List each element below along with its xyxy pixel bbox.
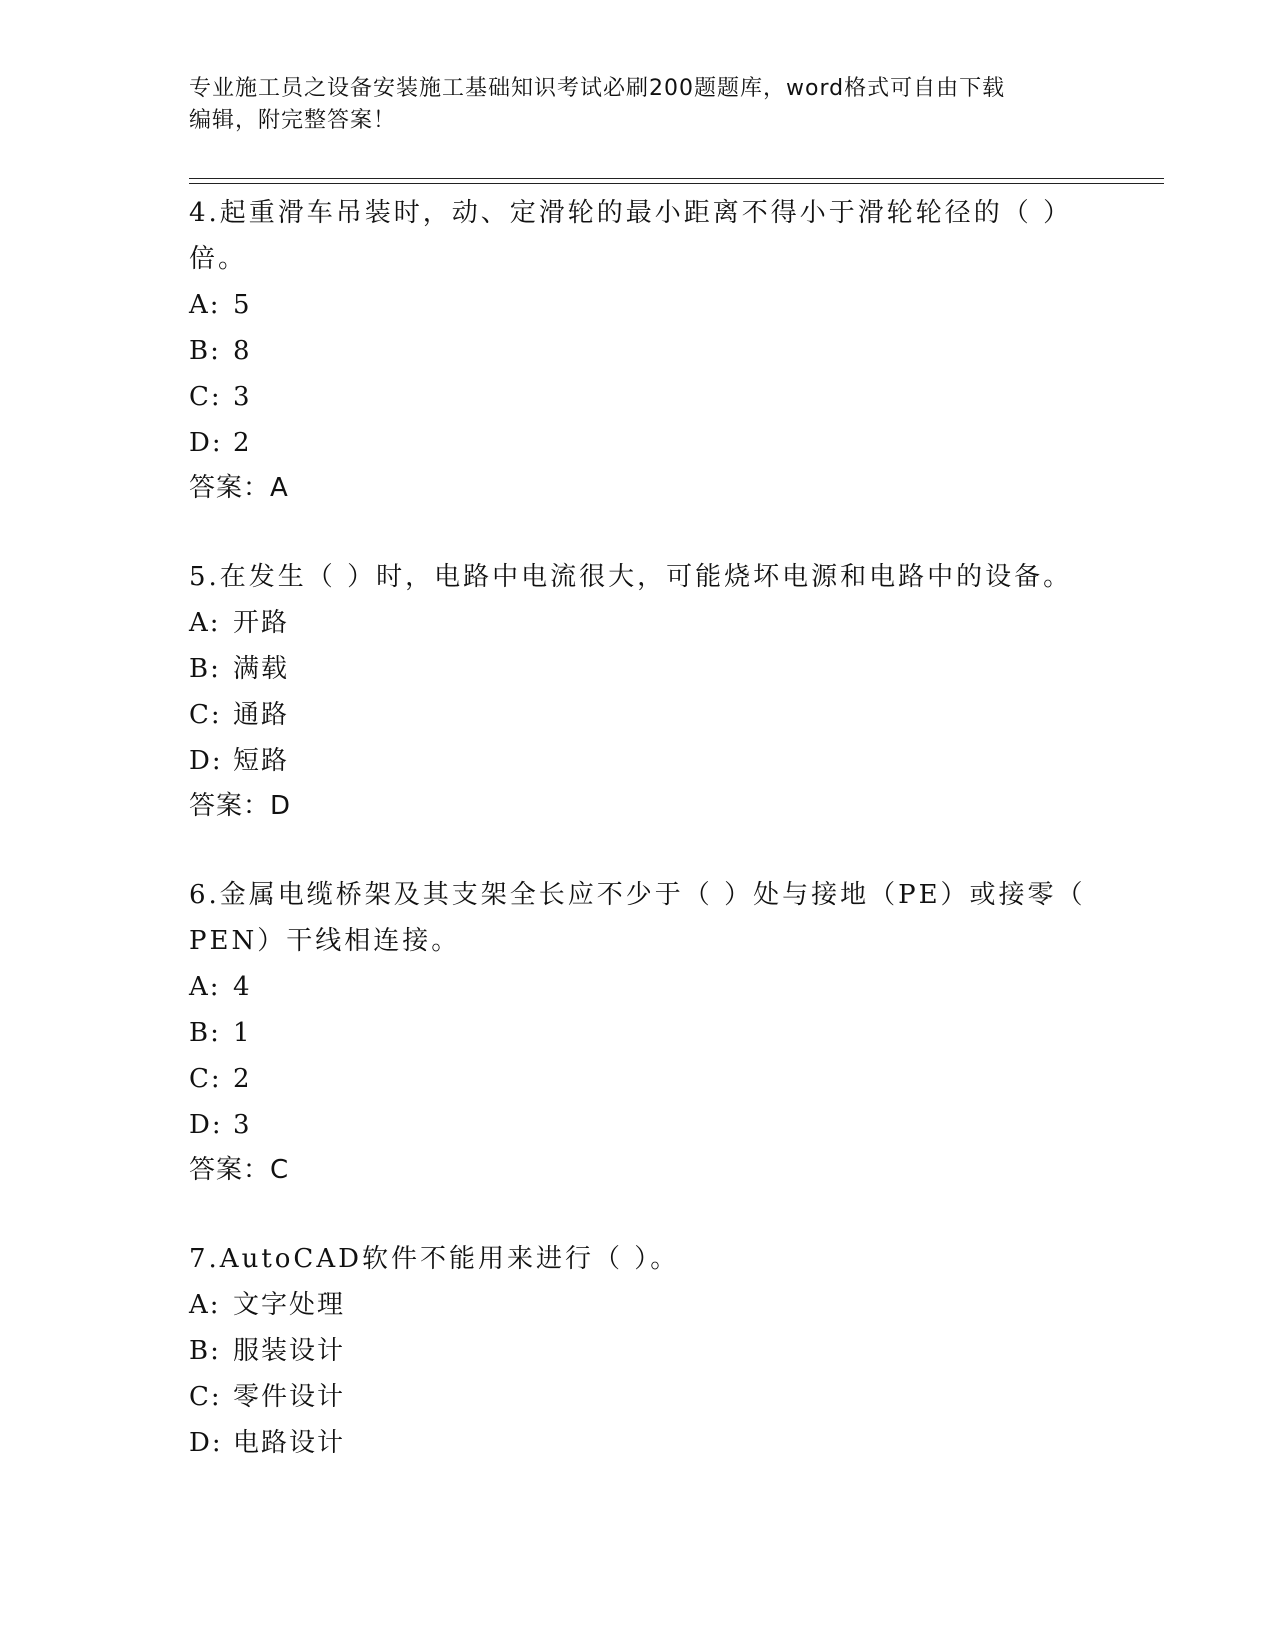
option-text: 文字处理 xyxy=(233,1290,346,1320)
option-d xyxy=(189,738,1089,784)
option-a xyxy=(189,282,1089,328)
option-text: 4 xyxy=(233,972,252,1002)
header-divider-top xyxy=(189,178,1164,179)
question-stem: 5.在发生（ ）时，电路中电流很大，可能烧坏电源和电路中的设备。 xyxy=(189,562,1073,592)
question-stem-continued: PEN）干线相连接。 xyxy=(189,926,461,956)
option-label: B: xyxy=(189,336,221,366)
option-label: A: xyxy=(189,608,221,638)
option-label: D: xyxy=(189,1110,223,1140)
option-c xyxy=(189,692,1089,738)
option-text: 3 xyxy=(233,1110,252,1140)
document-header xyxy=(189,73,1089,137)
option-a xyxy=(189,1282,1089,1328)
answer-line: 答案：A xyxy=(189,473,289,503)
question-stem: 7.AutoCAD软件不能用来进行（ ）。 xyxy=(189,1244,680,1274)
option-label: C: xyxy=(189,382,222,412)
option-text: 服装设计 xyxy=(233,1336,346,1366)
option-label: C: xyxy=(189,1064,222,1094)
question-4 xyxy=(189,190,1089,510)
question-stem: 6.金属电缆桥架及其支架全长应不少于（ ）处与接地（PE）或接零（ xyxy=(189,880,1086,910)
option-text: 3 xyxy=(233,382,252,412)
option-text: 2 xyxy=(233,428,252,458)
option-label: B: xyxy=(189,1336,221,1366)
option-b xyxy=(189,646,1089,692)
answer-line: 答案：D xyxy=(189,791,292,821)
question-stem-continued: 倍。 xyxy=(189,244,248,274)
question-6 xyxy=(189,872,1089,1192)
option-text: 通路 xyxy=(233,700,290,730)
option-label: D: xyxy=(189,1428,223,1458)
option-b xyxy=(189,328,1089,374)
option-text: 8 xyxy=(233,336,252,366)
option-label: B: xyxy=(189,1018,221,1048)
option-text: 1 xyxy=(233,1018,252,1048)
option-a xyxy=(189,600,1089,646)
option-text: 满载 xyxy=(233,654,290,684)
option-a xyxy=(189,964,1089,1010)
question-7 xyxy=(189,1236,1089,1466)
option-text: 短路 xyxy=(233,746,290,776)
option-text: 开路 xyxy=(233,608,290,638)
option-b xyxy=(189,1010,1089,1056)
option-label: C: xyxy=(189,1382,222,1412)
question-stem: 4.起重滑车吊装时，动、定滑轮的最小距离不得小于滑轮轮径的（ ） xyxy=(189,198,1073,228)
option-label: D: xyxy=(189,428,223,458)
option-label: A: xyxy=(189,1290,221,1320)
option-label: C: xyxy=(189,700,222,730)
header-divider-bottom xyxy=(189,183,1164,184)
option-d xyxy=(189,420,1089,466)
option-text: 5 xyxy=(233,290,252,320)
option-c xyxy=(189,1374,1089,1420)
option-text: 零件设计 xyxy=(233,1382,346,1412)
option-label: D: xyxy=(189,746,223,776)
option-d xyxy=(189,1420,1089,1466)
option-text: 电路设计 xyxy=(233,1428,346,1458)
answer-line: 答案：C xyxy=(189,1155,290,1185)
option-b xyxy=(189,1328,1089,1374)
header-line-1: 专业施工员之设备安装施工基础知识考试必刷200题题库，word格式可自由下载 xyxy=(189,76,1006,101)
header-line-2: 编辑，附完整答案！ xyxy=(189,108,397,133)
option-c xyxy=(189,374,1089,420)
option-c xyxy=(189,1056,1089,1102)
option-d xyxy=(189,1102,1089,1148)
option-text: 2 xyxy=(233,1064,252,1094)
option-label: A: xyxy=(189,972,221,1002)
option-label: B: xyxy=(189,654,221,684)
option-label: A: xyxy=(189,290,221,320)
question-list xyxy=(189,190,1089,1510)
question-5 xyxy=(189,554,1089,828)
